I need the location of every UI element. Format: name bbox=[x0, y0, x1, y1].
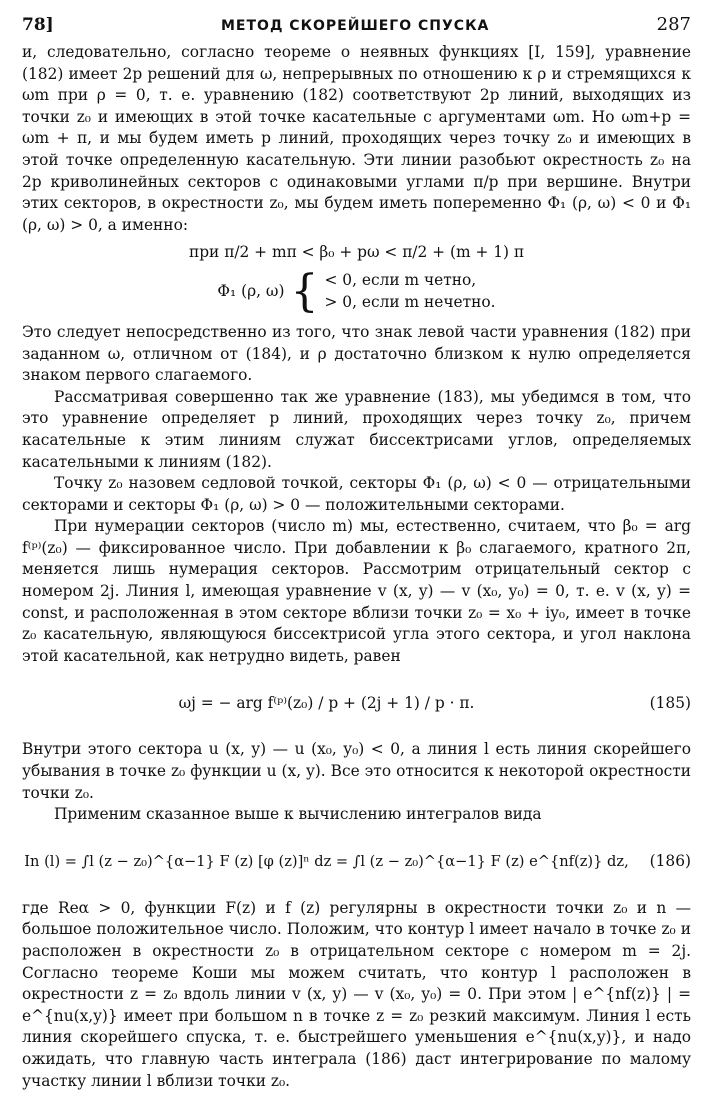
paragraph: Внутри этого сектора u (x, y) — u (x₀, y₀) < 0, а линия l есть линия скорейшего убывания в точке z₀ функции u (x, y). Все это относится к некоторой окрестности точки z₀. bbox=[22, 740, 691, 802]
paragraph: где Reα > 0, функции F(z) и f (z) регулярны в окрестности точки z₀ и n — большое положительное число. Положим, что контур l имеет начало в точке z₀ и расположен в окрестности z₀ в отрицательном секторе с номером m = 2j. Согласно теореме Коши мы можем считать, что контур l расположен в окрестности z = z₀ вдоль линии v (x, y) — v (x₀, y₀) = 0. При этом | e^{nf(z)} | = e^{nu(x,y)} имеет при большом n в точке z = z₀ резкий максимум. Линия l есть линия скорейшего спуска, т. е. быстрейшего уменьшения e^{nu(x,y)}, и надо ожидать, что главную часть интеграла (186) даст интегрирование по малому участку линии l вблизи точки z₀. bbox=[22, 898, 691, 1090]
cases-block bbox=[22, 265, 691, 317]
equation-185-number: (185) bbox=[649, 693, 691, 712]
equation-185-body: ωj = − arg f⁽ᵖ⁾(z₀) / p + (2j + 1) / p · π. bbox=[178, 693, 475, 712]
brace-glyph: { bbox=[290, 265, 319, 317]
paragraph: Применим сказанное выше к вычислению интегралов вида bbox=[54, 805, 542, 824]
running-title: МЕТОД СКОРЕЙШЕГО СПУСКА bbox=[221, 18, 490, 34]
case-even: < 0, если m четно, bbox=[324, 271, 477, 290]
page-number: 287 bbox=[656, 14, 691, 35]
equation-185 bbox=[22, 677, 691, 729]
cases bbox=[324, 270, 495, 313]
display-conditions bbox=[22, 242, 691, 317]
paragraph: Это следует непосредственно из того, что знак левой части уравнения (182) при заданном ω, отличном от (184), и ρ достаточно близком к нулю определяется знаком первого слагаемого. bbox=[22, 322, 691, 385]
equation-186-number: (186) bbox=[649, 852, 691, 871]
equation-186-body: In (l) = ∫l (z − z₀)^{α−1} F (z) [φ (z)]ⁿ dz = ∫l (z − z₀)^{α−1} F (z) e^{nf(z)} dz, bbox=[24, 853, 629, 871]
condition-line: при π/2 + mπ < β₀ + pω < π/2 + (m + 1) π bbox=[188, 243, 525, 262]
paragraph: Точку z₀ назовем седловой точкой, секторы Φ₁ (ρ, ω) < 0 — отрицательными секторами и секторы Φ₁ (ρ, ω) > 0 — положительными секторами. bbox=[22, 474, 691, 514]
section-number: 78] bbox=[22, 15, 54, 35]
paragraph: и, следовательно, согласно теореме о неявных функциях [I, 159], уравнение (182) имеет 2p решений для ω, непрерывных по отношению к ρ и стремящихся к ωm при ρ = 0, т. е. уравнению (182) соответствуют 2p линий, выходящих из точки z₀ и имеющих в этой точке касательные с аргументами ωm. Но ωm+p = ωm + π, и мы будем иметь p линий, проходящих через точку z₀ и имеющих в этой точке определенную касательную. Эти линии разобьют окрестность z₀ на 2p криволинейных секторов с одинаковыми углами π/p при вершине. Внутри этих секторов, в окрестности z₀, мы будем иметь попеременно Φ₁ (ρ, ω) < 0 и Φ₁ (ρ, ω) > 0, а именно: bbox=[22, 43, 691, 234]
paragraph: При нумерации секторов (число m) мы, естественно, считаем, что β₀ = arg f⁽ᵖ⁾(z₀) — фиксированное число. При добавлении к β₀ слагаемого, кратного 2π, меняется лишь нумерация секторов. Рассмотрим отрицательный сектор с номером 2j. Линия l, имеющая уравнение v (x, y) — v (x₀, y₀) = 0, т. е. v (x, y) = const, и расположенная в этом секторе вблизи точки z₀ = x₀ + iy₀, имеет в точке z₀ касательную, являющуюся биссектрисой угла этого сектора, и угол наклона этой касательной, как нетрудно видеть, равен bbox=[22, 517, 691, 665]
cases-lhs: Φ₁ (ρ, ω) bbox=[217, 282, 285, 301]
case-odd: > 0, если m нечетно. bbox=[324, 292, 496, 311]
equation-186 bbox=[22, 836, 691, 888]
paragraph: Рассматривая совершенно так же уравнение (183), мы убедимся в том, что это уравнение определяет p линий, проходящих через точку z₀, причем касательные к этим линиям служат биссектрисами углов, определяемых касательными к линиям (182). bbox=[22, 387, 691, 471]
running-header bbox=[22, 14, 691, 42]
